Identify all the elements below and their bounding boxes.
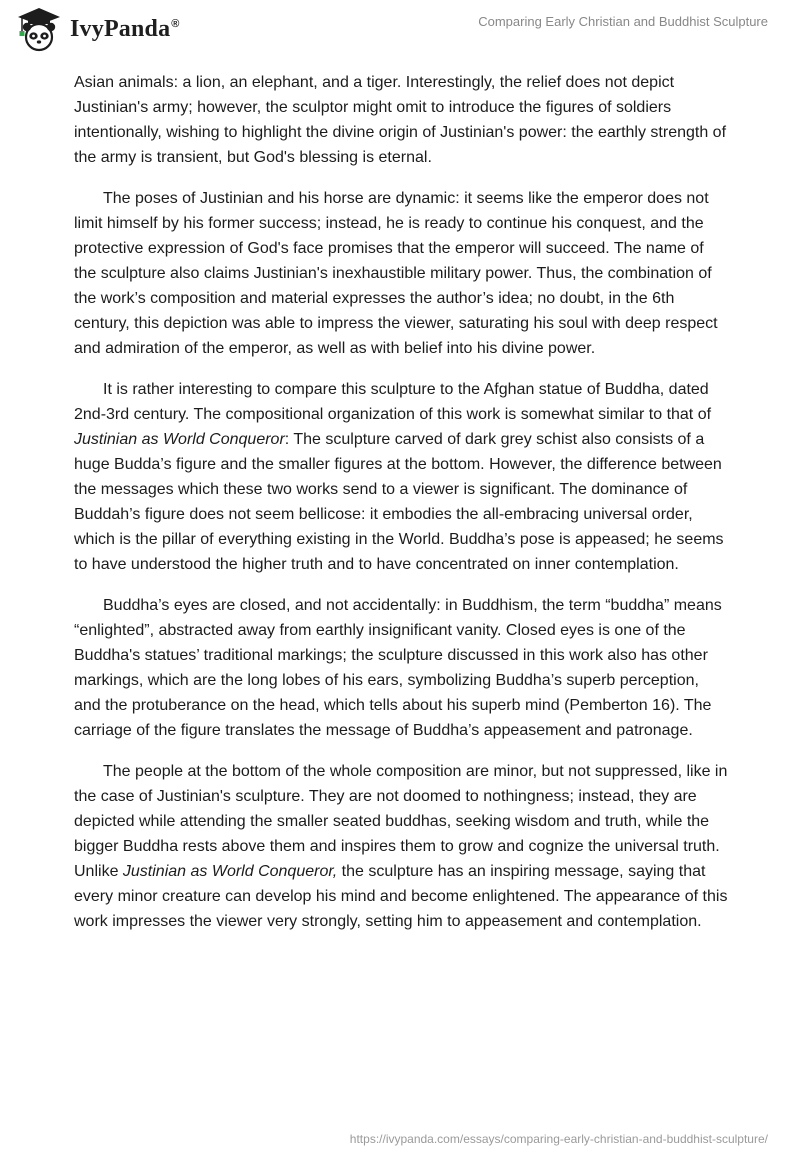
panda-graduate-icon — [14, 6, 64, 52]
essay-body — [74, 70, 728, 950]
paragraph-3-text-a: It is rather interesting to compare this sculpture to the Afghan statue of Buddha, dated 2nd-3rd century. The compositional organization of this work is somewhat similar to that of — [74, 381, 712, 423]
document-title: Comparing Early Christian and Buddhist Sculpture — [478, 14, 768, 29]
page-header — [0, 0, 800, 60]
registered-mark: ® — [171, 17, 180, 30]
paragraph-3 — [74, 377, 728, 577]
logo-text: IvyPanda — [70, 15, 171, 42]
paragraph-2: The poses of Justinian and his horse are dynamic: it seems like the emperor does not limit himself by his former success; instead, he is ready to continue his conquest, and the protective expression of God's face promises that the emperor will succeed. The name of the sculpture also claims Justinian's inexhaustible military power. Thus, the combination of the work’s composition and material expresses the author’s idea; no doubt, in the 6th century, this depiction was able to impress the viewer, saturating his soul with deep respect and admiration of the emperor, as well as with belief into his divine power. — [74, 190, 718, 357]
logo-wordmark — [70, 16, 180, 43]
artwork-title-italic: Justinian as World Conqueror, — [122, 863, 338, 880]
paragraph-5 — [74, 759, 728, 934]
ivypanda-logo[interactable] — [14, 6, 180, 52]
paragraph-1: Asian animals: a lion, an elephant, and a tiger. Interestingly, the relief does not depict Justinian's army; however, the sculptor might omit to introduce the figures of soldiers intentionally, wishing to highlight the divine origin of Justinian's power: the earthly strength of the army is transient, but God's blessing is eternal. — [74, 74, 727, 166]
paragraph-5-text-a: The people at the bottom of the whole composition are minor, but not suppressed, like in the case of Justinian's sculpture. They are not doomed to nothingness; instead, they are depicted while attending the smaller seated buddhas, seeking wisdom and truth, while the bigger Buddha rests above them and inspires them to grow and cognize the universal truth. Unlike — [74, 763, 728, 880]
paragraph-3-text-b: : The sculpture carved of dark grey schist also consists of a huge Budda’s figure and the smaller figures at the bottom. However, the difference between the messages which these two works send to a viewer is significant. The dominance of Buddah’s figure does not seem bellicose: it embodies the all-embracing universal order, which is the pillar of everything existing in the World. Buddha’s pose is appeased; he seems to have understood the higher truth and to have concentrated on inner contemplation. — [74, 431, 724, 573]
source-url-link[interactable]: https://ivypanda.com/essays/comparing-early-christian-and-buddhist-sculpture/ — [349, 1132, 768, 1146]
artwork-title-italic: Justinian as World Conqueror — [74, 431, 285, 448]
paragraph-4: Buddha’s eyes are closed, and not accidentally: in Buddhism, the term “buddha” means “enlighted”, abstracted away from earthly insignificant vanity. Closed eyes is one of the Buddha's statues’ traditional markings; the sculpture discussed in this work also has other markings, which are the long lobes of his ears, symbolizing Buddha’s superb perception, and the protuberance on the head, which tells about his superb mind (Pemberton 16). The carriage of the figure translates the message of Buddha’s appeasement and patronage. — [74, 597, 722, 739]
paragraph-5-text-b: the sculpture has an inspiring message, saying that every minor creature can develop his mind and become enlightened. The appearance of this work impresses the viewer very strongly, setting him to appeasement and contemplation. — [74, 863, 728, 930]
